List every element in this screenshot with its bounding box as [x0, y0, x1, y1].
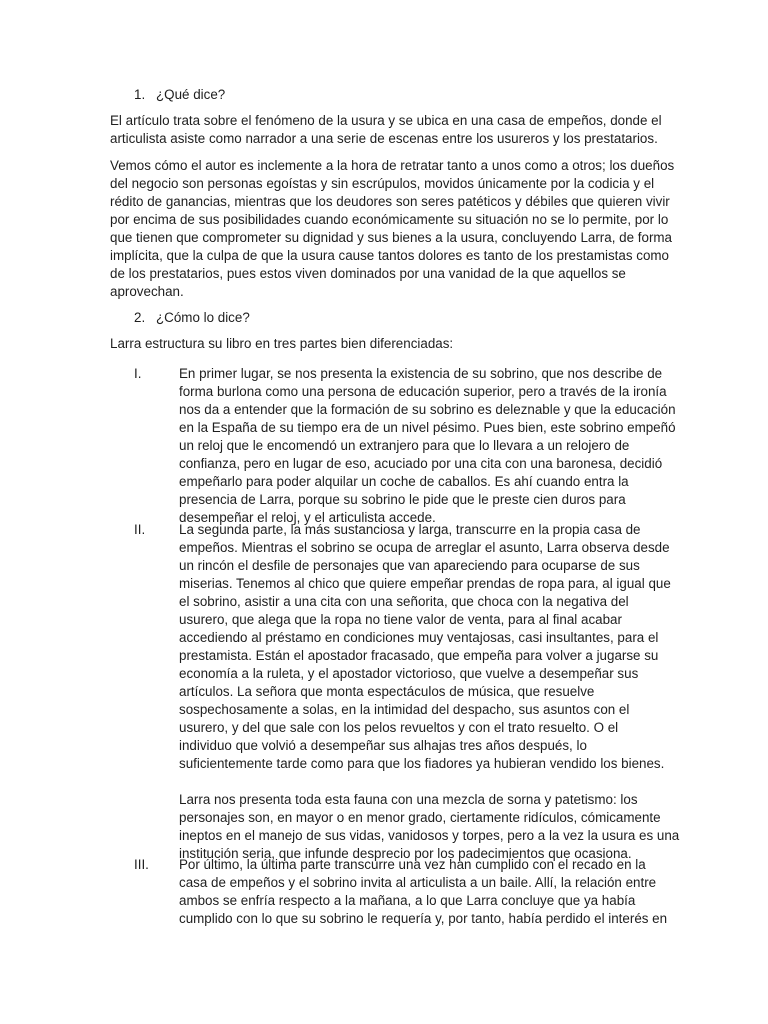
text-line: accediendo al préstamo en condiciones muy ventajosas, casi insultantes, para el [179, 630, 659, 645]
text-line: usurero, y del que sale con los pelos revueltos y con el trato resuelto. O el [179, 720, 619, 735]
text-line: La segunda parte, la más sustanciosa y larga, transcurre en la propia casa de [179, 522, 641, 537]
paragraph-analysis [110, 157, 675, 301]
text-line: Larra nos presenta toda esta fauna con una mezcla de sorna y patetismo: los [179, 792, 638, 807]
text-line: en la España de su tiempo era de un nivel pésimo. Pues bien, este sobrino empeñó [179, 420, 676, 435]
text-line: En primer lugar, se nos presenta la existencia de su sobrino, que nos describe de [179, 366, 663, 381]
section-title: ¿Qué dice? [156, 87, 226, 102]
text-line: presencia de Larra, porque su sobrino le pide que le preste cien duros para [179, 492, 626, 507]
blank-line [179, 773, 679, 791]
text-line: sospechosamente a solas, en la intimidad del despacho, sus asuntos con el [179, 702, 630, 717]
text-line: forma burlona como una persona de educación superior, pero a través de la ironía [179, 384, 667, 399]
text-line: desempeñar el reloj, y el articulista accede. [179, 510, 436, 525]
section-heading-2 [134, 309, 250, 327]
text-line: usurero, que alega que la ropa no tiene valor de venta, para al final acabar [179, 612, 622, 627]
section-heading-1 [134, 86, 225, 104]
text-line: cumplido con lo que su sobrino le requería y, por tanto, había perdido el interés en [179, 911, 668, 926]
text-line: ineptos en el manejo de sus vidas, vanidosos y torpes, pero a la vez la usura es una [179, 828, 680, 843]
text-line: Vemos cómo el autor es inclemente a la hora de retratar tanto a unos como a otros; los dueños [110, 158, 675, 173]
list-numeral: III. [134, 857, 149, 872]
text-line: artículos. La señora que monta espectáculos de música, que resuelve [179, 684, 595, 699]
list-item-body [179, 365, 676, 527]
text-line: rédito de ganancias, mientras que los deudores son seres patéticos y débiles que quieren vivir [110, 194, 670, 209]
text-line: empeños. Mientras el sobrino se ocupa de arreglar el asunto, Larra observa desde [179, 540, 670, 555]
list-numeral: I. [134, 366, 142, 381]
text-line: empeñarlo para poder alquilar un coche de caballos. Es ahí cuando entra la [179, 474, 629, 489]
text-line: suficientemente tarde como para que los fiadores ya hubieran vendido los bienes. [179, 756, 665, 771]
list-item-body [179, 856, 667, 928]
list-item-body [179, 521, 679, 863]
text-line: un reloj que le encomendó un extranjero para que lo llevara a un relojero de [179, 438, 630, 453]
text-line: casa de empeños y el sobrino invita al articulista a un baile. Allí, la relación entre [179, 875, 657, 890]
section-title: ¿Cómo lo dice? [156, 310, 250, 325]
list-numeral: II. [134, 522, 146, 537]
text-line: institución seria, que infunde desprecio por los padecimientos que ocasiona. [179, 846, 632, 861]
text-line: Por último, la última parte transcurre una vez han cumplido con el recado en la [179, 857, 646, 872]
text-line: individuo que volvió a desempeñar sus alhajas tres años después, lo [179, 738, 587, 753]
text-line: articulista asiste como narrador a una serie de escenas entre los usureros y los prestatarios. [110, 131, 658, 146]
text-line: El artículo trata sobre el fenómeno de la usura y se ubica en una casa de empeños, donde el [110, 113, 662, 128]
text-line: aprovechan. [110, 284, 184, 299]
text-line: personajes son, en mayor o en menor grado, ciertamente ridículos, cómicamente [179, 810, 661, 825]
paragraph-structure-intro [110, 335, 658, 353]
text-line: un rincón el desfile de personajes que van apareciendo para ocuparse de sus [179, 558, 640, 573]
text-line: de los prestatarios, pues estos viven dominados por una vanidad de la que aquellos se [110, 266, 626, 281]
section-number: 2. [134, 310, 146, 325]
text-line: ambos se enfría respecto a la mañana, a lo que Larra concluye que ya había [179, 893, 636, 908]
text-line: implícita, que la culpa de que la usura cause tantos dolores es tanto de los prestamistas como [110, 248, 670, 263]
text-line: economía a la ruleta, y el apostador victorioso, que vuelve a desempeñar sus [179, 666, 639, 681]
text-line: que tienen que comprometer su dignidad y sus bienes a la usura, concluyendo Larra, de forma [110, 230, 673, 245]
text-line: miserias. Tenemos al chico que quiere empeñar prendas de ropa para, al igual que [179, 576, 671, 591]
text-line: del negocio son personas egoístas y sin escrúpulos, movidos únicamente por la codicia y el [110, 176, 655, 191]
paragraph-summary [110, 112, 662, 148]
text-line: nos da a entender que la formación de su sobrino es deleznable y que la educación [179, 402, 676, 417]
text-line: Larra estructura su libro en tres partes bien diferenciadas: [110, 336, 454, 351]
text-line: por encima de sus posibilidades cuando económicamente su situación no se lo permite, por lo [110, 212, 669, 227]
section-number: 1. [134, 87, 146, 102]
text-line: el sobrino, asistir a una cita con una señorita, que choca con la negativa del [179, 594, 629, 609]
text-line: confianza, pero en lugar de eso, acuciado por una cita con una baronesa, decidió [179, 456, 663, 471]
text-line: prestamista. Están el apostador fracasado, que empeña para volver a jugarse su [179, 648, 659, 663]
